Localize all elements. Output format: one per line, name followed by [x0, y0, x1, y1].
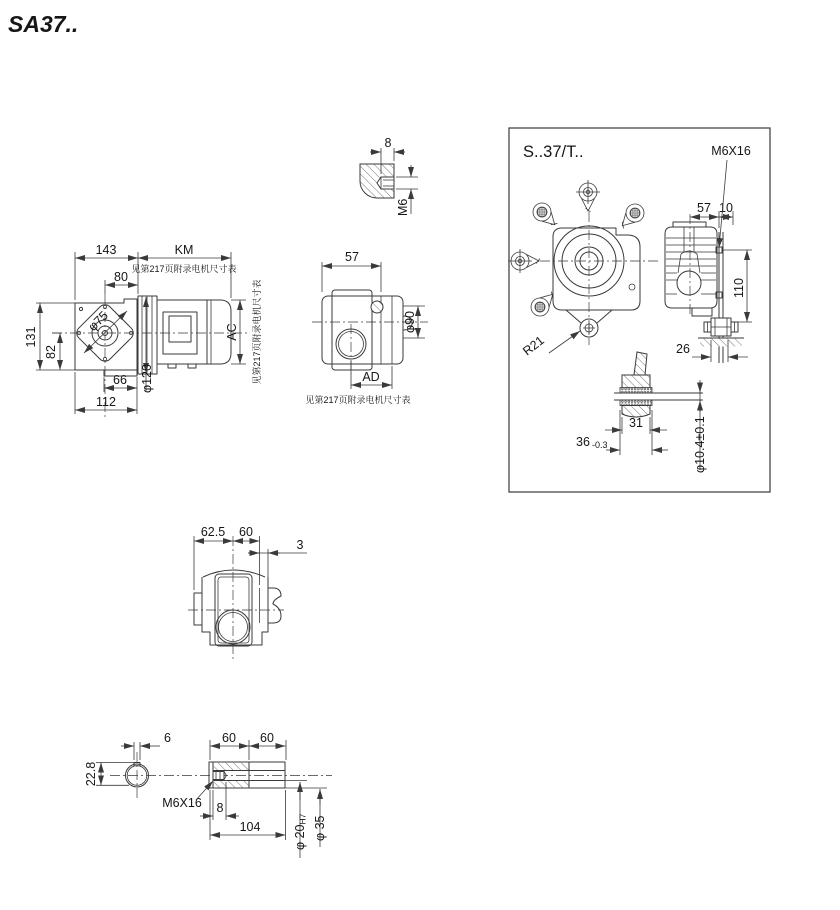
inset-box [508, 128, 770, 492]
dim-57-inset: 57 [697, 201, 711, 215]
dim-3: 3 [296, 538, 304, 552]
inset-title: S..37/T.. [523, 143, 584, 161]
dim-dia90: φ90 [403, 310, 417, 334]
motor-flange [138, 296, 157, 374]
dim-36: 36 [576, 435, 590, 449]
view-plan [188, 525, 307, 659]
dim-143: 143 [95, 243, 117, 257]
dim-131: 131 [24, 326, 38, 348]
dim-dia10-4: φ10.4±0.1 [693, 416, 707, 473]
dim-62-5: 62.5 [200, 525, 226, 539]
dim-8-depth: 8 [384, 136, 392, 150]
ground-hatch [700, 339, 742, 347]
dim-36-tolerance: -0.3 [592, 440, 608, 450]
dim-10-inset: 10 [719, 201, 733, 215]
dim-dia75: φ75 [85, 308, 111, 334]
dim-112: 112 [96, 395, 116, 409]
dim-m6x16-inset: M6X16 [711, 144, 751, 158]
m6-tapped-hole [213, 772, 224, 780]
dim-31: 31 [629, 416, 643, 430]
dim-ac: AC [225, 323, 239, 341]
tapped-hole [377, 177, 394, 189]
dim-dia35: φ 35 [313, 815, 327, 841]
dim-26: 26 [676, 342, 690, 356]
plan-housing [202, 577, 268, 645]
plug [371, 301, 383, 313]
dim-m6: M6 [396, 198, 410, 216]
dim-60-b: 60 [260, 731, 274, 745]
dim-60-plan: 60 [239, 525, 253, 539]
dim-66: 66 [113, 373, 127, 387]
dim-57: 57 [345, 250, 359, 264]
dim-dia120: φ120 [140, 364, 154, 393]
dim-82: 82 [44, 345, 58, 359]
dim-r21: R21 [520, 333, 547, 359]
note-appendix-vertical: 见第217页附录电机尺寸表 [252, 279, 262, 385]
dim-110: 110 [732, 278, 746, 298]
page-title: SA37.. [8, 11, 79, 37]
dim-22-8: 22.8 [84, 761, 98, 787]
dim-104: 104 [239, 820, 261, 834]
dim-ad: AD [362, 370, 380, 384]
gear-housing-outline [75, 299, 137, 370]
view-shaft-end-detail [360, 136, 418, 216]
dim-80: 80 [114, 270, 128, 284]
view-top [305, 250, 428, 405]
view-hollow-shaft [84, 731, 332, 858]
dim-m6x16-shaft: M6X16 [162, 796, 202, 810]
dim-60-a: 60 [222, 731, 236, 745]
dim-km: KM [174, 243, 194, 257]
note-appendix-horizontal: 见第217页附录电机尺寸表 [131, 264, 237, 274]
dim-dia20-h7: φ 20H7 [293, 813, 308, 850]
dim-8-thread: 8 [216, 801, 224, 815]
dim-6-keyway: 6 [164, 731, 171, 745]
view-main-side [24, 243, 262, 420]
note-appendix-top-view: 见第217页附录电机尺寸表 [305, 395, 411, 405]
